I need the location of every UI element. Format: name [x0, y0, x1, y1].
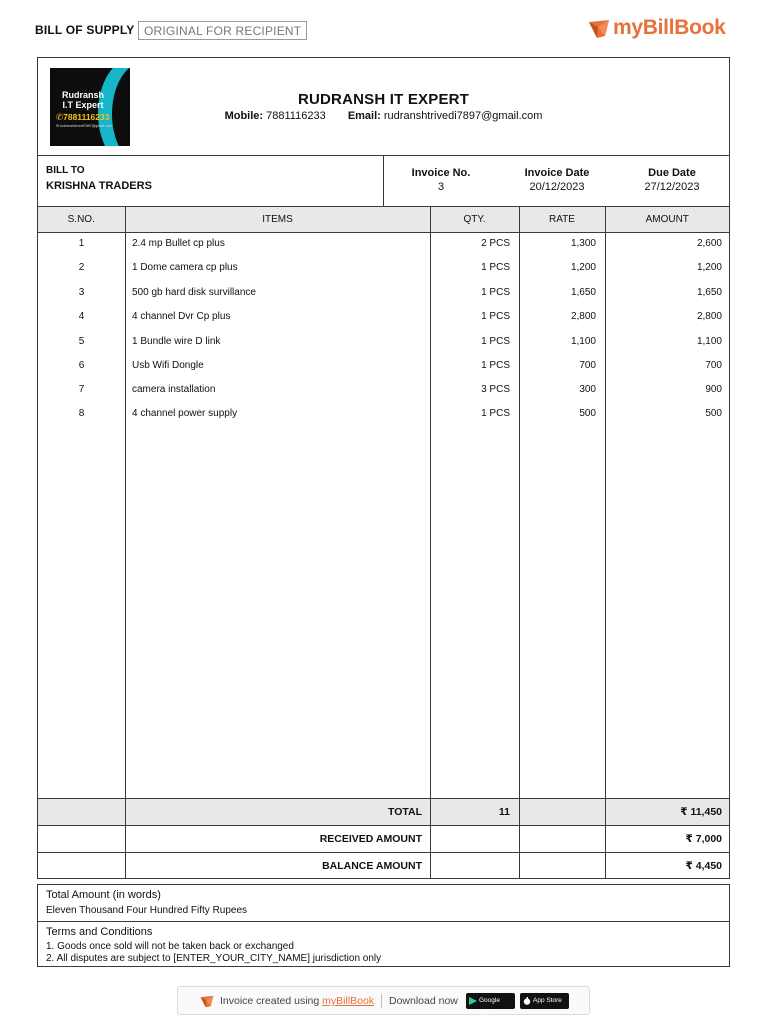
- terms-line: 1. Goods once sold will not be taken back or exchanged: [46, 941, 294, 952]
- terms-line: 2. All disputes are subject to [ENTER_YOUR_CITY_NAME] jurisdiction only: [46, 953, 382, 964]
- row-sno: 1: [78, 238, 85, 249]
- row-amount: 2,600: [696, 238, 722, 249]
- invoice-number-label: Invoice No.: [411, 167, 471, 179]
- company-section: [38, 58, 729, 156]
- row-item: 1 Bundle wire D link: [132, 336, 221, 347]
- mybillbook-logo-icon: [200, 994, 214, 1008]
- total-label: TOTAL: [387, 806, 422, 818]
- bill-to-name: KRISHNA TRADERS: [46, 180, 152, 192]
- row-sno: 5: [78, 336, 85, 347]
- row-rate: 1,200: [570, 262, 596, 273]
- items-table-body: [38, 232, 729, 798]
- logo-phone-number: 7881116233: [63, 112, 110, 122]
- row-item: 4 channel power supply: [132, 408, 238, 419]
- row-sno: 4: [78, 311, 85, 322]
- email-address: rudranshtrivedi7897@gmail.com: [383, 110, 543, 122]
- row-amount: 900: [705, 384, 722, 395]
- table-row: [38, 330, 729, 354]
- row-item: 4 channel Dvr Cp plus: [132, 311, 231, 322]
- logo-name-line2: I.T Expert: [62, 100, 104, 110]
- row-qty: 3 PCS: [481, 384, 510, 395]
- row-amount: 1,100: [696, 336, 722, 347]
- invoice-number: [386, 167, 496, 193]
- invoice-date: [502, 167, 612, 193]
- billing-section: [38, 156, 729, 207]
- due-date-value: 27/12/2023: [644, 181, 700, 193]
- row-rate: 500: [579, 408, 596, 419]
- mybillbook-logo: [588, 14, 726, 42]
- row-item: camera installation: [132, 384, 216, 395]
- column-header-rate: RATE: [519, 207, 605, 232]
- created-using-text: [220, 995, 374, 1007]
- app-store-label: App Store: [533, 997, 562, 1004]
- row-sno: 2: [78, 262, 85, 273]
- terms-title: Terms and Conditions: [46, 926, 153, 938]
- row-sno: 8: [78, 408, 85, 419]
- logo-phone: ✆7881116233: [56, 112, 110, 122]
- row-sno: 6: [78, 360, 85, 371]
- document-type: BILL OF SUPPLY: [35, 23, 135, 37]
- row-item: 1 Dome camera cp plus: [132, 262, 238, 273]
- row-rate: 2,800: [570, 311, 596, 322]
- table-row: [38, 232, 729, 256]
- row-qty: 1 PCS: [481, 286, 510, 298]
- logo-name-line1: Rudransh: [61, 90, 104, 100]
- google-play-badge[interactable]: [466, 993, 515, 1020]
- row-amount: 2,800: [696, 311, 722, 322]
- items-table: [38, 207, 729, 233]
- due-date: [617, 167, 727, 193]
- row-qty: 1 PCS: [481, 360, 510, 371]
- divider: [381, 994, 382, 1008]
- invoice-frame: [37, 57, 730, 879]
- mobile-label: Mobile:: [224, 110, 264, 122]
- row-amount: 500: [705, 408, 722, 419]
- table-row: [38, 402, 729, 426]
- invoice-date-value: 20/12/2023: [529, 181, 585, 193]
- company-name: RUDRANSH IT EXPERT: [297, 91, 470, 108]
- row-sno: 3: [78, 286, 85, 298]
- divider: [38, 921, 729, 922]
- total-qty: 11: [498, 806, 510, 818]
- google-play-icon: [469, 997, 477, 1005]
- row-amount: 1,650: [696, 286, 722, 298]
- row-qty: 1 PCS: [481, 311, 510, 322]
- row-qty: 1 PCS: [481, 262, 510, 273]
- row-item: 2.4 mp Bullet cp plus: [132, 238, 225, 249]
- apple-icon: [523, 997, 531, 1005]
- bill-to-label: BILL TO: [46, 165, 85, 176]
- invoice-date-label: Invoice Date: [524, 167, 590, 179]
- received-row: [38, 825, 729, 852]
- row-rate: 700: [579, 360, 596, 371]
- table-row: [38, 378, 729, 402]
- logo-email: ✉ rudranshtrivedi7897@gmail.com: [56, 124, 112, 128]
- balance-amount: ₹ 4,450: [685, 860, 722, 872]
- amount-in-words-title: Total Amount (in words): [46, 889, 161, 901]
- balance-row: [38, 852, 729, 879]
- row-sno: 7: [78, 384, 85, 395]
- total-row: [38, 798, 729, 825]
- table-row: [38, 354, 729, 378]
- table-header-row: [38, 207, 729, 232]
- table-row: [38, 256, 729, 280]
- brand-name: myBillBook: [613, 16, 726, 39]
- amount-in-words-and-terms: [37, 884, 730, 967]
- app-store-badge[interactable]: [520, 993, 569, 1009]
- row-amount: 700: [705, 360, 722, 371]
- mobile-number: 7881116233: [266, 110, 326, 122]
- row-item: Usb Wifi Dongle: [132, 360, 204, 371]
- due-date-label: Due Date: [648, 167, 696, 179]
- column-header-sno: S.NO.: [38, 207, 125, 232]
- amount-in-words-value: Eleven Thousand Four Hundred Fifty Rupees: [46, 905, 248, 916]
- logo-email-text: rudranshtrivedi7897@gmail.com: [60, 124, 112, 128]
- mybillbook-logo-icon: [588, 17, 610, 39]
- balance-label: BALANCE AMOUNT: [322, 860, 422, 872]
- table-row: [38, 281, 729, 305]
- row-rate: 1,650: [570, 286, 596, 298]
- company-contact: [38, 110, 729, 122]
- row-rate: 1,300: [570, 238, 596, 249]
- row-rate: 1,100: [570, 336, 596, 347]
- column-header-amount: AMOUNT: [605, 207, 729, 232]
- received-label: RECEIVED AMOUNT: [319, 833, 422, 845]
- row-qty: 1 PCS: [481, 336, 510, 347]
- footer-banner: [177, 986, 590, 1020]
- row-rate: 300: [579, 384, 596, 395]
- column-header-items: ITEMS: [125, 207, 430, 232]
- email-label: Email:: [347, 110, 381, 122]
- row-amount: 1,200: [696, 262, 722, 273]
- row-qty: 1 PCS: [481, 408, 510, 419]
- copy-type-badge: ORIGINAL FOR RECIPIENT: [138, 21, 307, 40]
- download-now-label: Download now: [389, 995, 458, 1007]
- total-amount: ₹ 11,450: [680, 806, 722, 818]
- received-amount: ₹ 7,000: [685, 833, 722, 845]
- mybillbook-link[interactable]: myBillBook: [322, 995, 375, 1007]
- bill-to-block: [38, 156, 384, 206]
- google-play-label: Google Play: [479, 997, 500, 1020]
- table-row: [38, 305, 729, 329]
- invoice-number-value: 3: [437, 181, 445, 193]
- created-prefix: Invoice created using: [220, 995, 323, 1007]
- document-header: [0, 0, 768, 56]
- column-header-qty: QTY.: [430, 207, 519, 232]
- row-item: 500 gb hard disk survillance: [132, 286, 256, 298]
- row-qty: 2 PCS: [481, 238, 510, 249]
